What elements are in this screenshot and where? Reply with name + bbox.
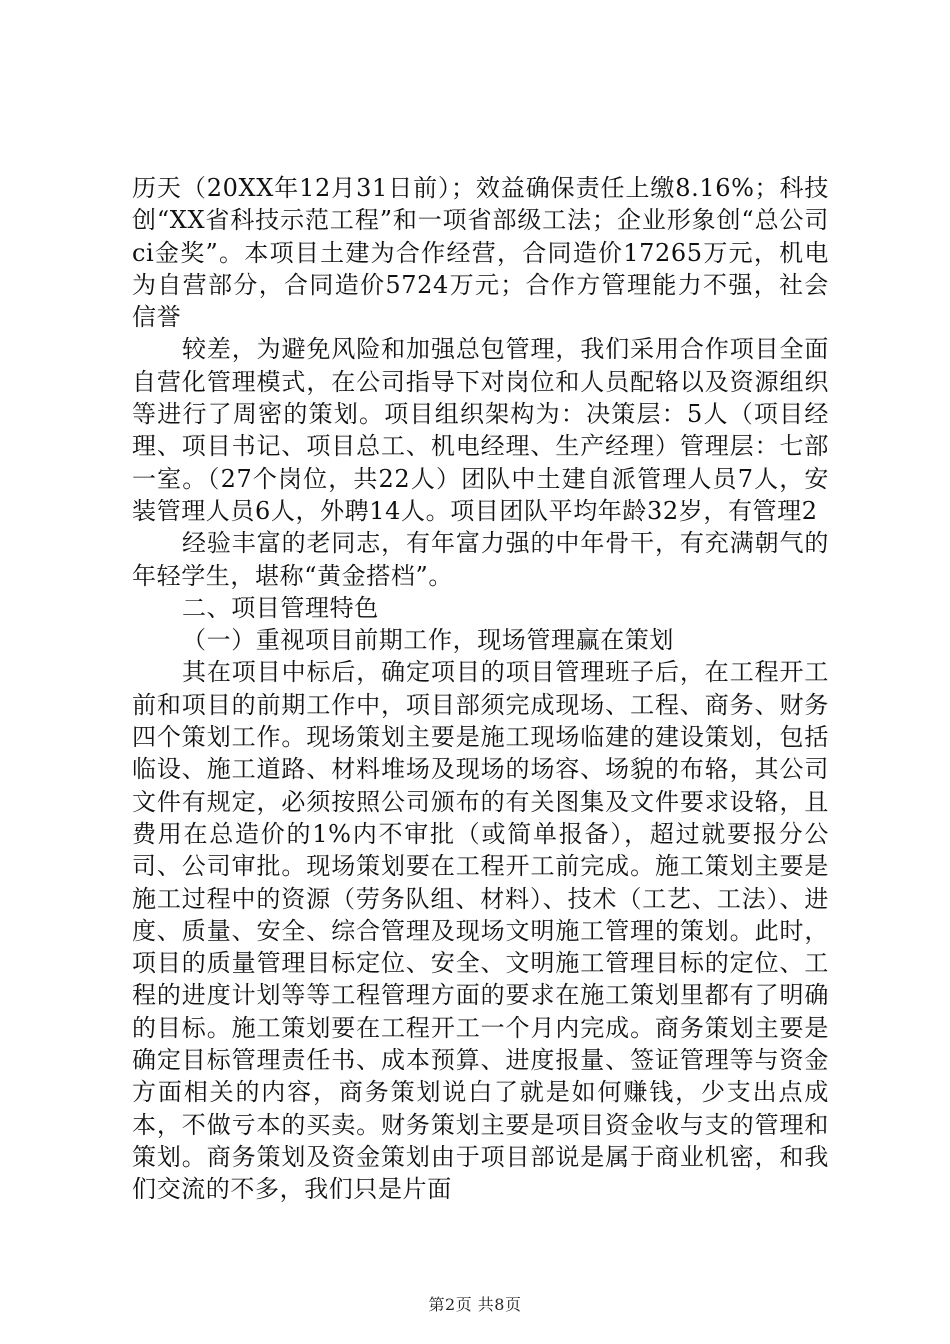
paragraph-planning-details: 其在项目中标后，确定项目的项目管理班子后，在工程开工前和项目的前期工作中，项目部须完成现场、工程、商务、财务四个策划工作。现场策划主要是施工现场临建的建设策划，包括临设、施工道路、材料堆场及现场的场容、场貌的布辂，其公司文件有规定，必须按照公司颁布的有关图集及文件要求设辂，且费用在总造价的1%内不审批（或简单报备），超过就要报分公司、公司审批。现场策划要在工程开工前完成。施工策划主要是施工过程中的资源（劳务队组、材料）、技术（工艺、工法）、进度、质量、安全、综合管理及现场文明施工管理的策划。此时，项目的质量管理目标定位、安全、文明施工管理目标的定位、工程的进度计划等等工程管理方面的要求在施工策划里都有了明确的目标。施工策划要在工程开工一个月内完成。商务策划主要是确定目标管理责任书、成本预算、进度报量、签证管理等与资金方面相关的内容，商务策划说白了就是如何赚钱，少支出点成本，不做亏本的买卖。财务策划主要是项目资金收与支的管理和策划。商务策划及资金策划由于项目部说是属于商业机密，和我们交流的不多，我们只是片面 xyxy=(132,658,829,1204)
document-body xyxy=(132,172,829,1206)
section-heading-features: 二、项目管理特色 xyxy=(182,593,379,622)
paragraph-organization: 较差，为避免风险和加强总包管理，我们采用合作项目全面自营化管理模式，在公司指导下对岗位和人员配辂以及资源组织等进行了周密的策划。项目组织架构为：决策层：5人（项目经理、项目书记、项目总工、机电经理、生产经理）管理层：七部一室。（27个岗位，共22人）团队中土建自派管理人员7人，安装管理人员6人，外聘14人。项目团队平均年龄32岁，有管理2 xyxy=(132,335,829,525)
paragraph-continued-goals: 历天（20XX年12月31日前）；效益确保责任上缴8.16%；科技创“XX省科技示范工程”和一项省部级工法；企业形象创“总公司ci金奖”。本项目土建为合作经营，合同造价17265万元，机电为自营部分，合同造价5724万元；合作方管理能力不强，社会信誉 xyxy=(132,174,829,332)
paragraph-team-experience: 经验丰富的老同志，有年富力强的中年骨干，有充满朝气的年轻学生，堪称“黄金搭档”。 xyxy=(132,529,829,590)
page-number-footer: 第2页 共8页 xyxy=(428,1295,522,1314)
subsection-heading-planning: （一）重视项目前期工作，现场管理赢在策划 xyxy=(182,626,674,655)
